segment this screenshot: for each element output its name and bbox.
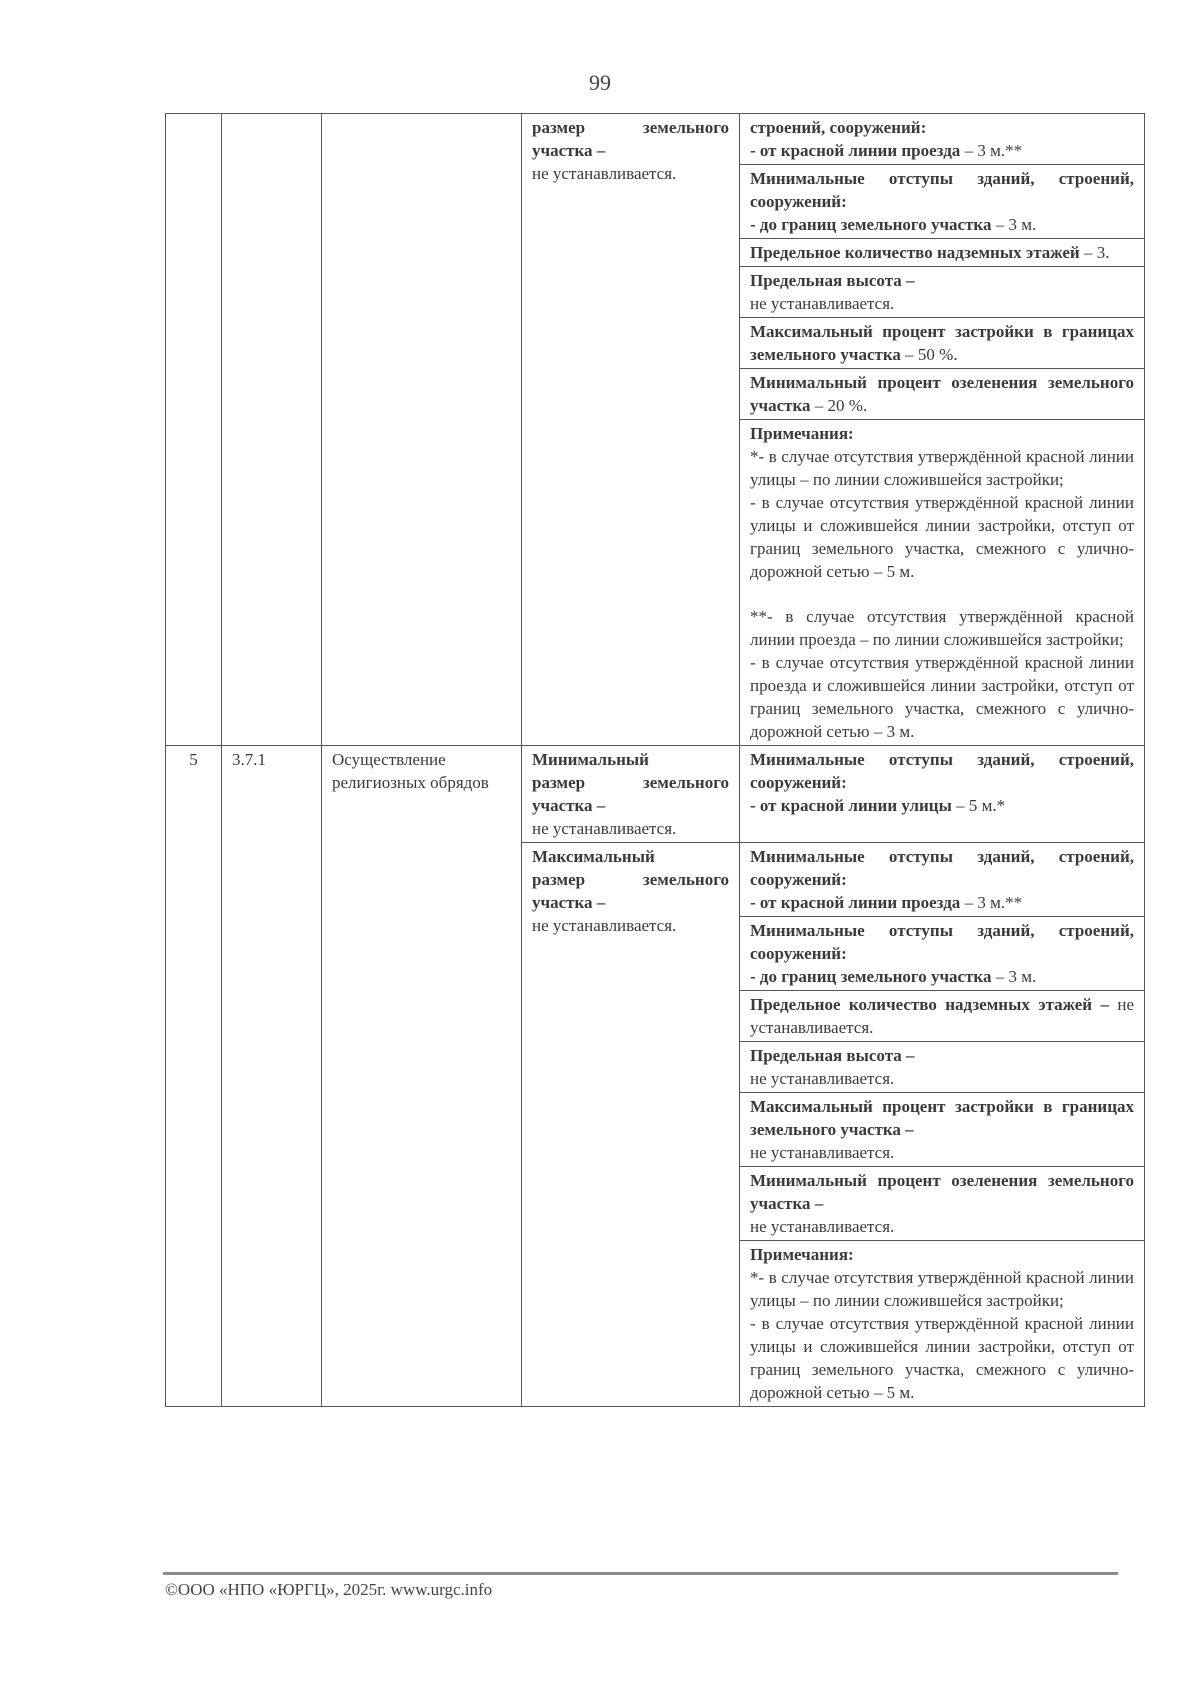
param-line: - от красной линии улицы (750, 796, 952, 815)
cell-min-size (522, 746, 740, 843)
max-size-label: размер земельного участка – (532, 118, 729, 160)
param-title: Предельная высота – (750, 1046, 915, 1065)
note-text: **- в случае отсутствия утверждённой красной линии проезда – по линии сложившейся застройки; (750, 607, 1134, 649)
param-value: – 20 %. (810, 396, 868, 415)
param-cell (740, 114, 1145, 165)
param-title: Предельное количество надземных этажей (750, 243, 1080, 262)
max-size-value: не устанавливается. (532, 916, 677, 935)
param-cell (740, 843, 1145, 917)
param-title: Максимальный процент застройки в границах земельного участка – (750, 1097, 1134, 1139)
param-title: Минимальные отступы зданий, строений, сооружений: (750, 921, 1134, 963)
cell-name: Осуществление религиозных обрядов (322, 746, 522, 1407)
param-value: – 3. (1079, 243, 1110, 262)
footer-divider (163, 1572, 1118, 1575)
param-title: Предельное количество надземных этажей – (750, 995, 1109, 1014)
min-size-label: размер земельного участка – (532, 773, 729, 815)
max-size-value: не устанавливается. (532, 164, 677, 183)
regulations-table (165, 113, 1145, 1407)
param-cell (740, 267, 1145, 318)
param-title: Минимальный процент озеленения земельного участка (750, 373, 1134, 415)
param-cell (740, 1167, 1145, 1241)
param-line: - от красной линии проезда (750, 141, 961, 160)
table-row (166, 114, 1145, 165)
param-title: Минимальные отступы зданий, строений, сооружений: (750, 847, 1134, 889)
param-line: - до границ земельного участка (750, 215, 992, 234)
cell-number: 5 (166, 746, 222, 1407)
param-value: – 3 м. (991, 967, 1037, 986)
cell-name (322, 114, 522, 746)
param-cell (740, 369, 1145, 420)
min-size-value: не устанавливается. (532, 819, 677, 838)
note-text: - в случае отсутствия утверждённой красной линии проезда и сложившейся линии застройки, отступ от границ земельного участка, смежного с улично-дорожной сетью – 3 м. (750, 653, 1134, 741)
param-title: Минимальные отступы зданий, строений, сооружений: (750, 750, 1134, 792)
param-cell (740, 991, 1145, 1042)
param-line: - до границ земельного участка (750, 967, 992, 986)
param-value: не устанавливается. (750, 1217, 895, 1236)
param-value: не устанавливается. (750, 1143, 895, 1162)
cell-max-size (522, 843, 740, 1407)
min-size-title: Минимальный (532, 750, 649, 769)
notes-title: Примечания: (750, 424, 854, 443)
cell-max-size (522, 114, 740, 746)
footer-copyright: ©ООО «НПО «ЮРГЦ», 2025г. www.urgc.info (165, 1580, 493, 1599)
param-cell (740, 1042, 1145, 1093)
notes-title: Примечания: (750, 1245, 854, 1264)
page-number: 99 (589, 70, 611, 95)
param-value: – 3 м. (991, 215, 1037, 234)
max-size-title: Максимальный (532, 847, 655, 866)
note-text: - в случае отсутствия утверждённой красной линии улицы и сложившейся линии застройки, отступ от границ земельного участка, смежного с улично-дорожной сетью – 5 м. (750, 1314, 1134, 1402)
param-value: не устанавливается. (750, 995, 1134, 1037)
param-value: – 3 м.** (960, 893, 1023, 912)
max-size-label: размер земельного участка – (532, 870, 729, 912)
cell-code (222, 114, 322, 746)
param-cell (740, 917, 1145, 991)
param-line: - от красной линии проезда (750, 893, 961, 912)
note-text: *- в случае отсутствия утверждённой красной линии улицы – по линии сложившейся застройки; (750, 447, 1134, 489)
param-value: – 5 м.* (951, 796, 1006, 815)
param-title: Минимальные отступы зданий, строений, сооружений: (750, 169, 1134, 211)
param-value: не устанавливается. (750, 294, 895, 313)
note-text: *- в случае отсутствия утверждённой красной линии улицы – по линии сложившейся застройки; (750, 1268, 1134, 1310)
cell-number (166, 114, 222, 746)
param-title: строений, сооружений: (750, 118, 927, 137)
param-cell (740, 239, 1145, 267)
table-row (166, 746, 1145, 843)
param-value: – 3 м.** (960, 141, 1023, 160)
param-title: Предельная высота – (750, 271, 915, 290)
param-cell (740, 1093, 1145, 1167)
param-title: Минимальный процент озеленения земельного участка – (750, 1171, 1134, 1213)
note-spacer (750, 583, 1134, 605)
param-cell (740, 746, 1145, 843)
param-value: – 50 %. (900, 345, 958, 364)
cell-code: 3.7.1 (222, 746, 322, 1407)
param-value: не устанавливается. (750, 1069, 895, 1088)
notes-cell (740, 420, 1145, 746)
param-title: Максимальный процент застройки в границах земельного участка (750, 322, 1134, 364)
note-text: - в случае отсутствия утверждённой красной линии улицы и сложившейся линии застройки, отступ от границ земельного участка, смежного с улично-дорожной сетью – 5 м. (750, 493, 1134, 581)
param-cell (740, 318, 1145, 369)
param-cell (740, 165, 1145, 239)
notes-cell (740, 1241, 1145, 1407)
